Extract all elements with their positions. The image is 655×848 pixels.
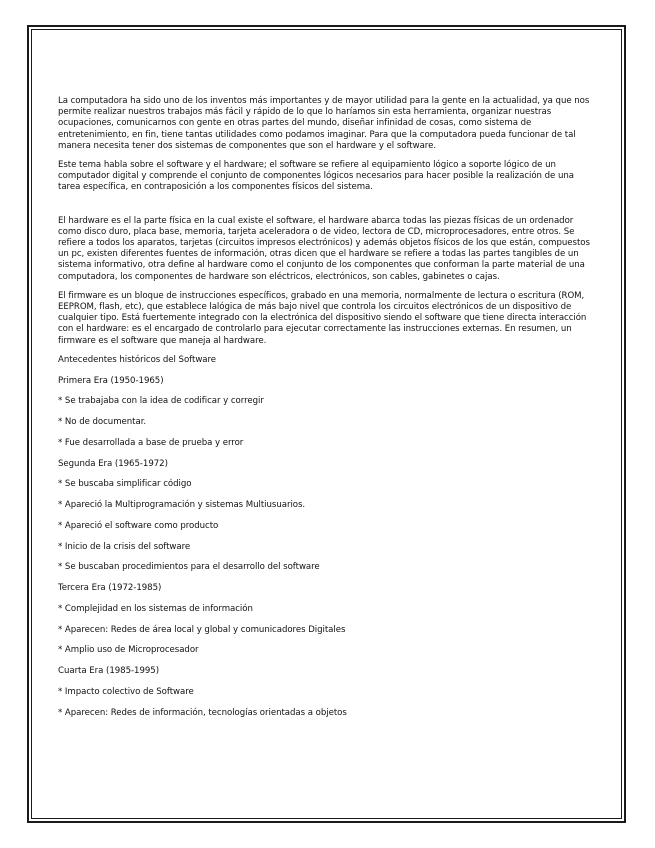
era-heading-first: Primera Era (1950-1965)	[58, 375, 164, 386]
era-heading-fourth: Cuarta Era (1985-1995)	[58, 666, 160, 677]
list-item: * Amplio uso de Microprocesador	[58, 645, 199, 656]
list-item: * Se buscaban procedimientos para el desarrollo del software	[58, 562, 320, 573]
paragraph-hardware: El hardware es el la parte física en la cual existe el software, el hardware abarca todas las piezas físicas de un ordenador como disco duro, placa base, memoria, tarjeta aceleradora o de video, lectora de CD, microprocesadores, entre otros. Se refiere a todos los aparatos, tarjetas (circuitos impresos electrónicos) y además objetos físicos de los que están, compuestos un pc, existen diferentes fuentes de información, otras dicen que el hardware se refiere a todas las partes tangibles de un sistema informativo, otra define al hardware como el conjunto de los componentes que conforman la parte material de una computadora, los componentes de hardware son eléctricos, electrónicos, son cables, gabinetes o cajas.	[58, 215, 590, 282]
history-list	[58, 355, 598, 719]
era-heading-second: Segunda Era (1965-1972)	[58, 458, 168, 469]
list-item: * Aparecen: Redes de información, tecnologías orientadas a objetos	[58, 707, 347, 718]
history-heading: Antecedentes históricos del Software	[58, 354, 217, 365]
document-body	[58, 96, 598, 728]
list-item: * Apareció el software como producto	[58, 520, 219, 531]
list-item: * Se trabajaba con la idea de codificar y corregir	[58, 396, 264, 407]
list-item: * Se buscaba simplificar código	[58, 479, 192, 490]
list-item: * Fue desarrollada a base de prueba y error	[58, 437, 244, 448]
list-item: * Inicio de la crisis del software	[58, 541, 191, 552]
era-heading-third: Tercera Era (1972-1985)	[58, 583, 162, 594]
list-item: * Apareció la Multiprogramación y sistemas Multiusuarios.	[58, 500, 306, 511]
list-item: * No de documentar.	[58, 417, 147, 428]
paragraph-firmware: El firmware es un bloque de instrucciones específicos, grabado en una memoria, normalmente de lectura o escritura (ROM, EEPROM, flash, etc), que establece lalógica de más bajo nivel que controla los circuitos electrónicos de un dispositivo de cualquier tipo. Está fuertemente integrado con la electrónica del dispositivo siendo el software que tiene directa interacción con el hardware: es el encargado de controlarlo para ejecutar correctamente las instrucciones externas. En resumen, un firmware es el software que maneja al hardware.	[58, 290, 587, 346]
list-item: * Aparecen: Redes de área local y global y comunicadores Digitales	[58, 624, 346, 635]
paragraph-intro: La computadora ha sido uno de los inventos más importantes y de mayor utilidad para la gente en la actualidad, ya que nos permite realizar nuestros trabajos más fácil y rápido de lo que lo haríamos sin esta herramienta, organizar nuestras ocupaciones, comunicarnos con gente en otras partes del mundo, diseñar infinidad de cosas, como sistema de entretenimiento, en fin, tiene tantas utilidades como podamos imaginar. Para que la computadora pueda funcionar de tal manera necesita tener dos sistemas de componentes que son el hardware y el software.	[58, 96, 590, 151]
list-item: * Impacto colectivo de Software	[58, 686, 194, 697]
paragraph-software: Este tema habla sobre el software y el hardware; el software se refiere al equipamiento lógico a soporte lógico de un computador digital y comprende el conjunto de componentes lógicos necesarios para hacer posible la realización de una tarea específica, en contraposición a los componentes físicos del sistema.	[58, 160, 574, 193]
list-item: * Complejidad en los sistemas de información	[58, 603, 253, 614]
